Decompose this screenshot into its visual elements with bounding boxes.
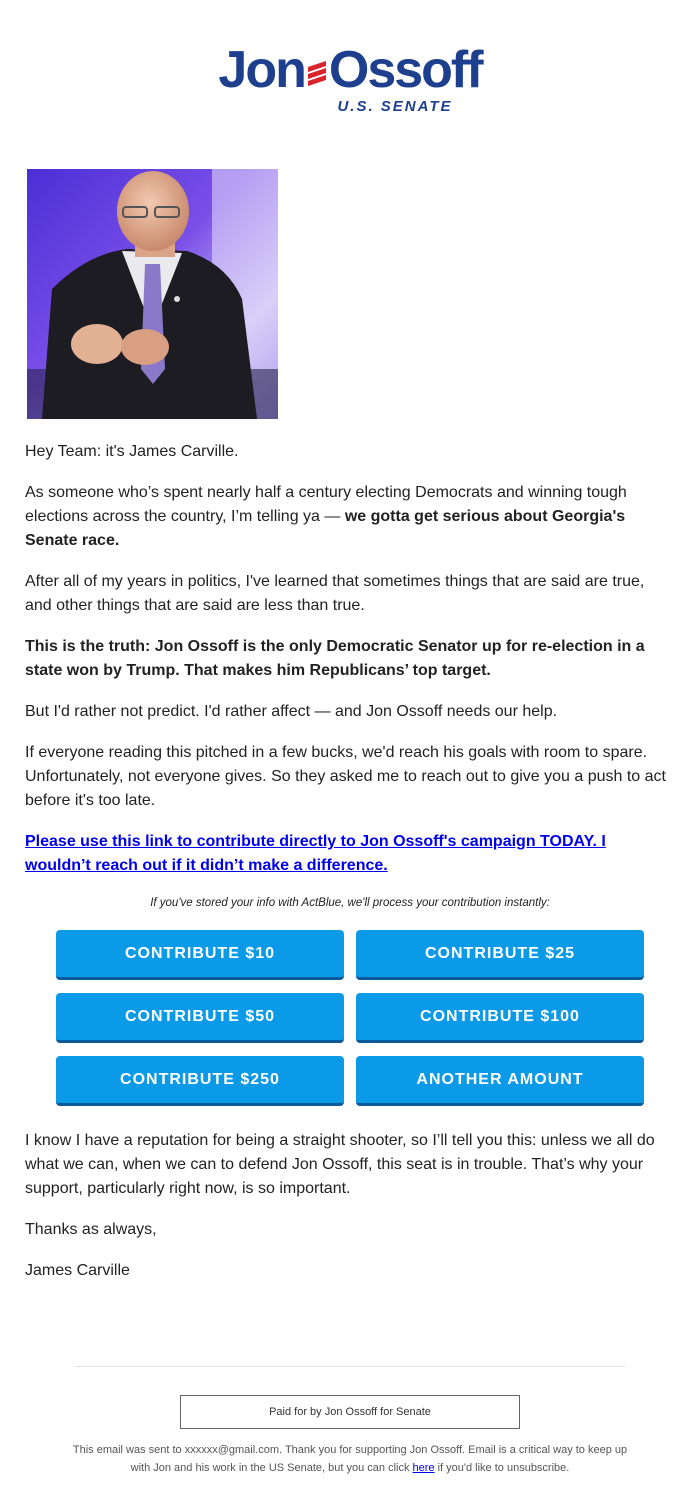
logo-wordmark (218, 41, 482, 99)
campaign-logo (0, 41, 700, 115)
contribute-paragraph (25, 830, 675, 878)
contribute-50-button[interactable]: CONTRIBUTE $50 (56, 993, 344, 1043)
actblue-note: If you've stored your info with ActBlue, we'll process your contribution instantly: (150, 897, 550, 909)
contribute-10-button[interactable]: CONTRIBUTE $10 (56, 930, 344, 980)
flag-stripes-icon (306, 50, 328, 90)
greeting: Hey Team: it's James Carville. (25, 443, 239, 460)
paragraph-politics: After all of my years in politics, I've learned that sometimes things that are said are true, and other things that are said are less than true. (25, 573, 645, 614)
intro-emphasis: we gotta get serious about Georgia's Senate race. (25, 508, 626, 549)
paragraph-truth: This is the truth: Jon Ossoff is the only Democratic Senator up for re-election in a state won by Trump. That makes him Republicans’ top target. (25, 638, 645, 679)
unsubscribe-link[interactable]: here (412, 1462, 435, 1474)
contribute-25-button[interactable]: CONTRIBUTE $25 (356, 930, 644, 980)
signature: James Carville (25, 1262, 130, 1279)
contribute-link[interactable]: Please use this link to contribute directly to Jon Ossoff's campaign TODAY. I wouldn’t reach out if it didn’t make a difference. (25, 833, 606, 874)
logo-first-name: Jon (218, 41, 305, 99)
recipient-email: xxxxxx@gmail.com (184, 1444, 280, 1456)
paragraph-help: But I'd rather not predict. I'd rather affect — and Jon Ossoff needs our help. (25, 703, 558, 720)
paragraph-intro: As someone who’s spent nearly half a century electing Democrats and winning tough elections across the country, I’m telling ya — we gotta get serious about Georgia's Senate race. (25, 484, 627, 549)
donation-buttons (56, 930, 644, 1106)
logo-last-name: Ossoff (328, 41, 482, 99)
footer-divider (75, 1366, 625, 1367)
contribute-100-button[interactable]: CONTRIBUTE $100 (356, 993, 644, 1043)
carville-photo (27, 169, 278, 419)
footer-notice: This email was sent to xxxxxx@gmail.com. Thank you for supporting Jon Ossoff. Email is a critical way to keep up with Jon and his work in the US Senate, but you can click here if you'd like to unsubscribe. (72, 1444, 628, 1474)
email-body (25, 440, 675, 931)
another-amount-button[interactable]: ANOTHER AMOUNT (356, 1056, 644, 1106)
email-closing (25, 1129, 675, 1300)
paragraph-ask: If everyone reading this pitched in a few bucks, we'd reach his goals with room to spare. Unfortunately, not everyone gives. So they asked me to reach out to give you a push to act before it's too late. (25, 744, 666, 809)
paid-for-disclaimer: Paid for by Jon Ossoff for Senate (180, 1395, 520, 1429)
paragraph-closing: I know I have a reputation for being a straight shooter, so I’ll tell you this: unless we all do what we can, when we can to defend Jon Ossoff, this seat is in trouble. That’s why your support, particularly right now, is so important. (25, 1132, 655, 1197)
thanks-line: Thanks as always, (25, 1221, 157, 1238)
logo-subtitle: U.S. SENATE (337, 98, 453, 115)
contribute-250-button[interactable]: CONTRIBUTE $250 (56, 1056, 344, 1106)
